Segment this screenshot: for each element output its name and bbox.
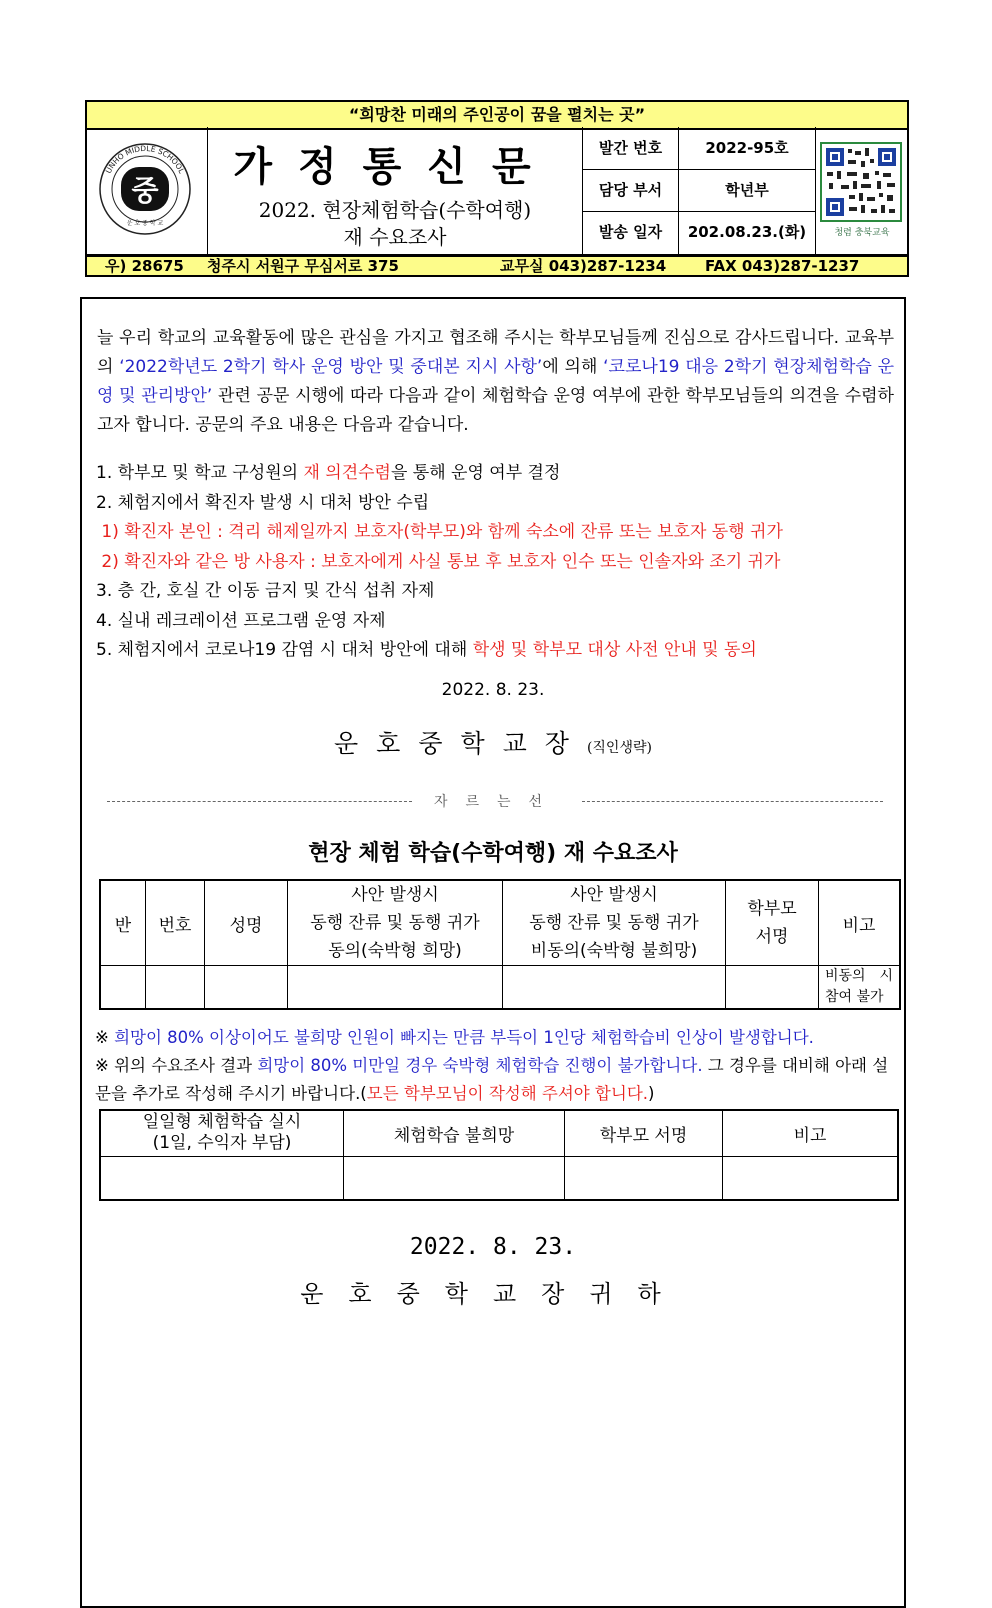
col-header-disagree: 사안 발생시 동행 잔류 및 동행 귀가 비동의(숙박형 불희망) xyxy=(503,880,726,966)
col-header-name: 성명 xyxy=(205,880,288,966)
col-header-class: 반 xyxy=(100,880,146,966)
col-header-day-trip: 일일형 체험학습 실시 (1일, 수익자 부담) xyxy=(100,1110,344,1156)
contact-bar xyxy=(85,255,909,277)
qr-code-icon xyxy=(817,127,907,254)
logo-mark: 중 xyxy=(131,174,159,207)
input-day-trip[interactable] xyxy=(100,1156,344,1200)
principal-signature: 운호중학교장(직인생략) xyxy=(334,729,652,758)
school-logo xyxy=(87,127,207,254)
school-address: 청주시 서원구 무심서로 375 xyxy=(207,257,399,275)
info-label: 발간 번호 xyxy=(583,127,679,169)
list-item: 1. 학부모 및 학교 구성원의 재 의견수렴을 통해 운영 여부 결정 xyxy=(96,463,561,483)
reply-addressee: 운호중학교장귀하 xyxy=(300,1280,686,1308)
input-agree[interactable] xyxy=(288,966,503,1010)
issue-date: 2022. 8. 23. xyxy=(441,680,545,700)
input-parent-signature[interactable] xyxy=(565,1156,723,1200)
info-label: 발송 일자 xyxy=(583,211,679,254)
survey-notes xyxy=(95,1024,895,1108)
postal-code: 우) 28675 xyxy=(105,257,184,275)
key-points-list xyxy=(96,459,896,666)
input-number[interactable] xyxy=(146,966,205,1010)
cut-line-label: 자르는선 xyxy=(433,794,561,810)
survey-form-title: 현장 체험 학습(수학여행) 재 수요조사 xyxy=(308,841,678,866)
list-item: 4. 실내 레크레이션 프로그램 운영 자제 xyxy=(96,610,386,631)
cut-line xyxy=(107,791,883,811)
reply-date: 2022. 8. 23. xyxy=(409,1234,577,1260)
input-parent-signature[interactable] xyxy=(726,966,819,1010)
info-label: 담당 부서 xyxy=(583,169,679,211)
col-header-remark: 비고 xyxy=(819,880,901,966)
newsletter-title: 가정통신문 xyxy=(233,143,557,190)
office-phone: 교무실 043)287-1234 xyxy=(500,257,667,275)
survey-table xyxy=(99,879,901,1010)
intro-paragraph xyxy=(97,324,894,440)
qr-code-cell xyxy=(817,127,907,254)
alternative-survey-table xyxy=(99,1109,899,1201)
intro-text: 에 의해 xyxy=(542,357,604,377)
intro-text: 관련 공문 시행에 따라 다음과 같이 체험학습 운영 여부에 관한 학부모님들의 의견을 수렴하고자 합니다. 공문의 주요 내용은 다음과 같습니다. xyxy=(97,386,894,435)
qr-caption: 청렴 충북교육 xyxy=(834,228,890,238)
input-disagree[interactable] xyxy=(503,966,726,1010)
intro-ref-2: ‘코로나19 대응 2학기 현장체험학습 운영 및 관리방안’ xyxy=(97,357,895,406)
col-header-number: 번호 xyxy=(146,880,205,966)
note-2: ※ 위의 수요조사 결과 희망이 80% 미만일 경우 숙박형 체험학습 진행이 불가합니다. 그 경우를 대비해 아래 설문을 추가로 작성해 주시기 바랍니다.(모든 학부모님이 작성해 주셔야 합니다.) xyxy=(95,1056,889,1103)
fax-number: FAX 043)287-1237 xyxy=(705,257,860,275)
info-row-department xyxy=(583,169,815,212)
info-row-send-date xyxy=(583,211,815,254)
info-row-issue-number xyxy=(583,127,815,170)
note-1: ※ 희망이 80% 이상이어도 불희망 인원이 빠지는 만큼 부득이 1인당 체험학습비 인상이 발생합니다. xyxy=(95,1028,814,1047)
input-remark[interactable] xyxy=(723,1156,899,1200)
col-header-parent-signature: 학부모 서명 xyxy=(726,880,819,966)
info-value: 학년부 xyxy=(679,169,816,211)
remark-cell: 비동의 시 참여 불가 xyxy=(819,966,901,1010)
title-cell xyxy=(208,127,583,254)
list-item: 5. 체험지에서 코로나19 감염 시 대처 방안에 대해 학생 및 학부모 대상 사전 안내 및 동의 xyxy=(96,640,757,660)
logo-ring-text: UNHO MIDDLE SCHOOL xyxy=(103,143,187,175)
list-item: 2. 체험지에서 확진자 발생 시 대처 방안 수립 xyxy=(96,492,430,513)
school-logo-cell xyxy=(87,127,208,254)
input-name[interactable] xyxy=(205,966,288,1010)
info-value: 202.08.23.(화) xyxy=(679,211,816,254)
list-subitem: 1) 확진자 본인 : 격리 해제일까지 보호자(학부모)와 함께 숙소에 잔류 또는 보호자 동행 귀가 xyxy=(96,522,783,542)
list-item: 3. 층 간, 호실 간 이동 금지 및 간식 섭취 자제 xyxy=(96,581,435,601)
logo-bottom-text: 운 호 중 학 교 xyxy=(126,220,164,227)
input-no-trip[interactable] xyxy=(344,1156,565,1200)
intro-ref-1: ‘2022학년도 2학기 학사 운영 방안 및 중대본 지시 사항’ xyxy=(119,357,543,377)
subtitle-line2: 재 수요조사 xyxy=(343,225,447,249)
header-main-row xyxy=(85,127,909,255)
input-class[interactable] xyxy=(100,966,146,1010)
subtitle-line1: 2022. 현장체험학습(수학여행) xyxy=(258,198,532,222)
issue-info-grid xyxy=(583,127,815,254)
list-subitem: 2) 확진자와 같은 방 사용자 : 보호자에게 사실 통보 후 보호자 인수 또는 인솔자와 조기 귀가 xyxy=(96,551,781,572)
intro-text: 늘 우리 학교의 교육활동에 많은 관심을 가지고 협조해 주시는 학부모님들께 진심으로 감사드립니다. 교육부의 xyxy=(97,328,894,377)
school-slogan: “희망찬 미래의 주인공이 꿈을 펼치는 곳” xyxy=(85,100,909,130)
letter-body xyxy=(80,297,906,1608)
col-header-remark: 비고 xyxy=(723,1110,899,1156)
newsletter-subtitle xyxy=(208,197,582,251)
info-value: 2022-95호 xyxy=(679,127,816,169)
newsletter-header xyxy=(85,100,907,274)
col-header-parent-signature: 학부모 서명 xyxy=(565,1110,723,1156)
col-header-agree: 사안 발생시 동행 잔류 및 동행 귀가 동의(숙박형 희망) xyxy=(288,880,503,966)
col-header-no-trip: 체험학습 불희망 xyxy=(344,1110,565,1156)
